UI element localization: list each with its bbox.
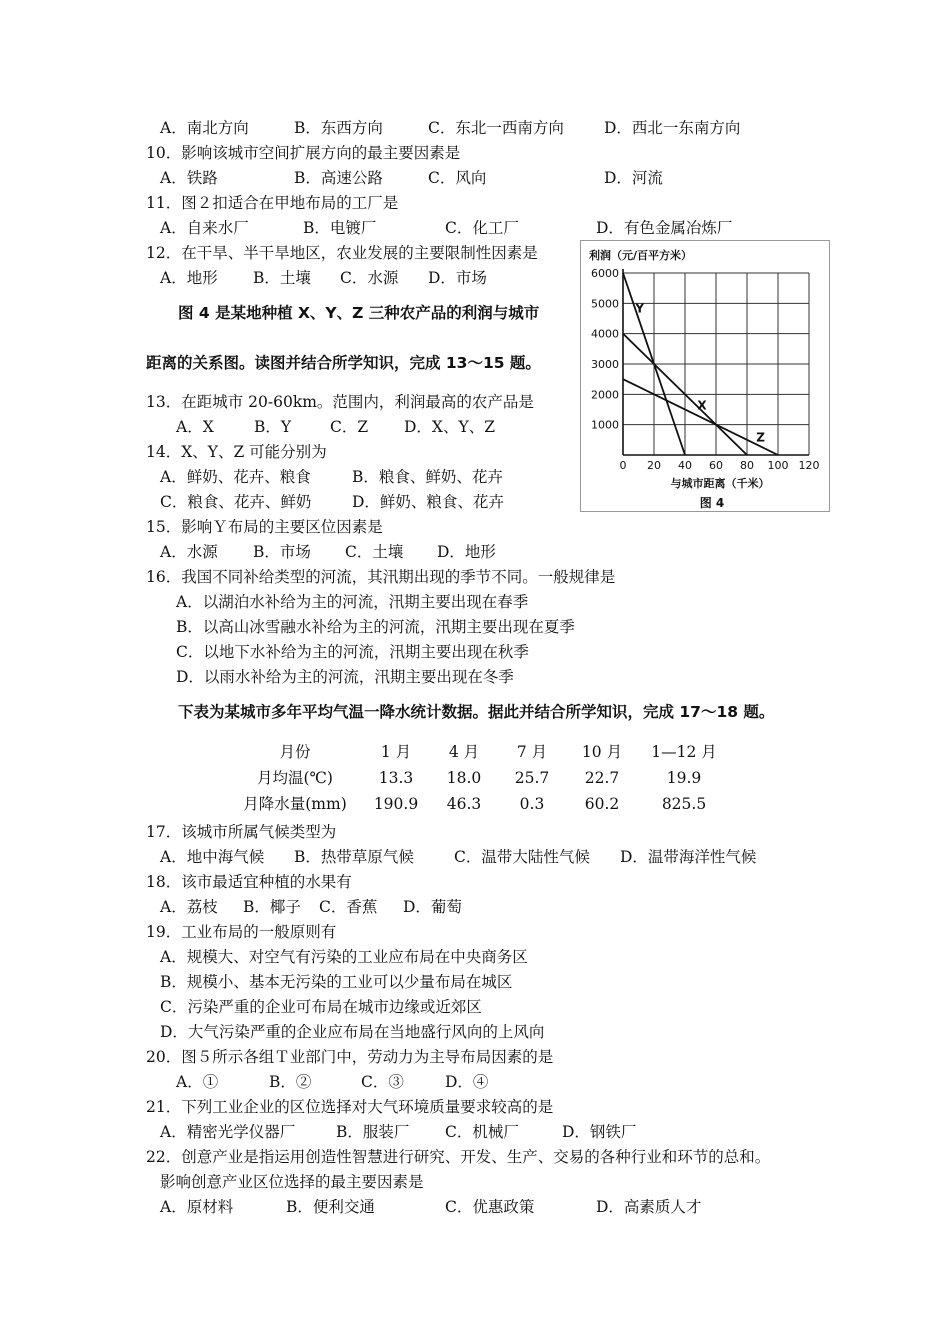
table-cell: 月降水量(mm)	[243, 795, 347, 813]
figure-4-svg	[581, 241, 829, 511]
table-cell: 4 月	[448, 743, 480, 761]
y-axis-label: 利润（元/百平方米）	[589, 249, 693, 262]
q16-option-b: B．以高山冰雪融水补给为主的河流，汛期主要出现在夏季	[176, 618, 575, 636]
q22-option-d: D．高素质人才	[596, 1198, 702, 1216]
x-tick-label: 120	[798, 459, 820, 472]
y-tick-label: 6000	[591, 267, 619, 280]
q19-stem: 19．工业布局的一般原则有	[146, 923, 337, 941]
q9-option-a: A．南北方向	[160, 119, 249, 137]
q22-stem-line-1: 22．创意产业是指运用创造性智慧进行研究、开发、生产、交易的各种行业和环节的总和。	[146, 1148, 771, 1166]
q12-option-b: B．土壤	[253, 269, 311, 287]
q18-option-d: D．葡萄	[403, 898, 462, 916]
table-cell: 25.7	[514, 769, 550, 787]
q10-option-d: D．河流	[604, 169, 663, 187]
q21-option-a: A．精密光学仪器厂	[160, 1123, 296, 1141]
intro-13-15-line-1: 图 4 是某地种植 X、Y、Z 三种农产品的利润与城市	[178, 304, 540, 322]
table-cell: 825.5	[661, 795, 707, 813]
table-cell: 月均温(℃)	[257, 769, 333, 787]
table-cell: 10 月	[581, 743, 623, 761]
intro-13-15-line-2: 距离的关系图。读图并结合所学知识，完成 13～15 题。	[146, 354, 541, 372]
figure-title: 图 4	[699, 496, 725, 510]
q18-option-c: C．香蕉	[319, 898, 378, 916]
table-cell: 19.9	[666, 769, 702, 787]
q19-option-b: B．规模小、基本无污染的工业可以少量布局在城区	[160, 973, 513, 991]
q13-option-c: C．Z	[330, 418, 369, 436]
y-tick-label: 1000	[591, 418, 619, 432]
q11-option-a: A．自来水厂	[160, 219, 249, 237]
q22-option-c: C．优惠政策	[445, 1198, 535, 1216]
q18-stem: 18．该市最适宜种植的水果有	[146, 873, 352, 891]
x-tick-label: 20	[647, 459, 661, 472]
q20-option-c: C．③	[361, 1073, 404, 1091]
q20-option-a: A．①	[176, 1073, 219, 1091]
table-cell: 18.0	[446, 769, 482, 787]
q22-option-b: B．便利交通	[286, 1198, 375, 1216]
q14-stem: 14．X、Y、Z 可能分别为	[146, 443, 327, 461]
q15-stem: 15．影响Ｙ布局的主要区位因素是	[146, 518, 383, 536]
q14-option-c: C．粮食、花卉、鲜奶	[160, 493, 312, 511]
q15-option-c: C．土壤	[345, 543, 404, 561]
q11-option-c: C．化工厂	[445, 219, 519, 237]
q16-option-a: A．以湖泊水补给为主的河流，汛期主要出现在春季	[176, 593, 529, 611]
table-cell: 1 月	[380, 743, 412, 761]
q9-option-d: D．西北一东南方向	[604, 119, 741, 137]
q20-stem: 20．图５所示各组Ｔ业部门中，劳动力为主导布局因素的是	[146, 1048, 554, 1066]
q22-option-a: A．原材料	[160, 1198, 234, 1216]
q15-option-d: D．地形	[437, 543, 496, 561]
q21-stem: 21．下列工业企业的区位选择对大气环境质量要求较高的是	[146, 1098, 554, 1116]
q13-option-d: D．X、Y、Z	[404, 418, 495, 436]
series-line-z	[623, 379, 778, 455]
x-tick-label: 100	[767, 459, 789, 472]
x-tick-label: 0	[619, 459, 627, 472]
q17-option-d: D．温带海洋性气候	[620, 848, 757, 866]
q21-option-c: C．机械厂	[445, 1123, 519, 1141]
table-cell: 1—12 月	[651, 743, 717, 761]
series-label-y: Y	[635, 301, 645, 316]
x-tick-label: 60	[709, 459, 723, 472]
series-label-x: X	[697, 398, 707, 413]
q10-stem: 10．影响该城市空间扩展方向的最主要因素是	[146, 144, 461, 162]
q11-option-d: D．有色金属冶炼厂	[596, 219, 733, 237]
q12-stem: 12．在干旱、半干旱地区，农业发展的主要限制性因素是	[146, 244, 538, 262]
q21-option-d: D．钢铁厂	[562, 1123, 637, 1141]
table-cell: 60.2	[584, 795, 620, 813]
q18-option-b: B．椰子	[243, 898, 301, 916]
intro-17-18: 下表为某城市多年平均气温一降水统计数据。据此并结合所学知识，完成 17～18 题。	[178, 703, 775, 721]
q19-option-d: D．大气污染严重的企业应布局在当地盛行风向的上风向	[160, 1023, 545, 1041]
q13-option-a: A．X	[176, 418, 214, 436]
y-tick-label: 2000	[591, 388, 619, 402]
q17-option-c: C．温带大陆性气候	[454, 848, 590, 866]
q15-option-b: B．市场	[253, 543, 311, 561]
table-cell: 13.3	[378, 769, 414, 787]
q10-option-b: B．高速公路	[294, 169, 383, 187]
y-tick-label: 3000	[591, 358, 619, 371]
q17-stem: 17．该城市所属气候类型为	[146, 823, 337, 841]
table-cell: 0.3	[519, 795, 545, 813]
q13-option-b: B．Y	[254, 418, 292, 436]
q12-option-a: A．地形	[160, 269, 218, 287]
q12-option-d: D．市场	[428, 269, 487, 287]
y-tick-label: 5000	[591, 297, 619, 311]
table-cell: 22.7	[584, 769, 620, 787]
q20-option-d: D．④	[445, 1073, 489, 1091]
q14-option-b: B．粮食、鲜奶、花卉	[352, 468, 503, 486]
x-axis-label: 与城市距离（千米）	[670, 477, 770, 490]
y-tick-label: 4000	[591, 327, 619, 341]
q9-option-b: B．东西方向	[294, 119, 383, 137]
q16-stem: 16．我国不同补给类型的河流，其汛期出现的季节不同。一般规律是	[146, 568, 616, 586]
q12-option-c: C．水源	[340, 269, 399, 287]
q11-option-b: B．电镀厂	[303, 219, 377, 237]
q14-option-d: D．鲜奶、粮食、花卉	[352, 493, 504, 511]
q20-option-b: B．②	[269, 1073, 312, 1091]
q19-option-a: A．规模大、对空气有污染的工业应布局在中央商务区	[160, 948, 528, 966]
q16-option-d: D．以雨水补给为主的河流，汛期主要出现在冬季	[176, 668, 514, 686]
q9-option-c: C．东北一西南方向	[428, 119, 564, 137]
q21-option-b: B．服装厂	[336, 1123, 410, 1141]
q19-option-c: C．污染严重的企业可布局在城市边缘或近郊区	[160, 998, 482, 1016]
q18-option-a: A．荔枝	[160, 898, 218, 916]
q17-option-a: A．地中海气候	[160, 848, 265, 866]
series-label-z: Z	[756, 430, 766, 445]
q22-stem-line-2: 影响创意产业区位选择的最主要因素是	[160, 1173, 424, 1191]
q17-option-b: B．热带草原气候	[294, 848, 414, 866]
table-cell: 46.3	[446, 795, 482, 813]
x-tick-label: 40	[678, 459, 692, 472]
table-cell: 月份	[279, 743, 311, 761]
figure-4-chart	[580, 240, 830, 512]
table-cell: 190.9	[373, 795, 419, 813]
q16-option-c: C．以地下水补给为主的河流，汛期主要出现在秋季	[176, 643, 529, 661]
q10-option-a: A．铁路	[160, 169, 218, 187]
q10-option-c: C．风向	[428, 169, 487, 187]
x-tick-label: 80	[740, 459, 754, 472]
table-cell: 7 月	[516, 743, 548, 761]
q13-stem: 13．在距城市 20-60km。范围内，利润最高的农产品是	[146, 393, 534, 411]
q14-option-a: A．鲜奶、花卉、粮食	[160, 468, 311, 486]
q15-option-a: A．水源	[160, 543, 218, 561]
q11-stem: 11．图２扣适合在甲地布局的工厂是	[146, 194, 399, 212]
